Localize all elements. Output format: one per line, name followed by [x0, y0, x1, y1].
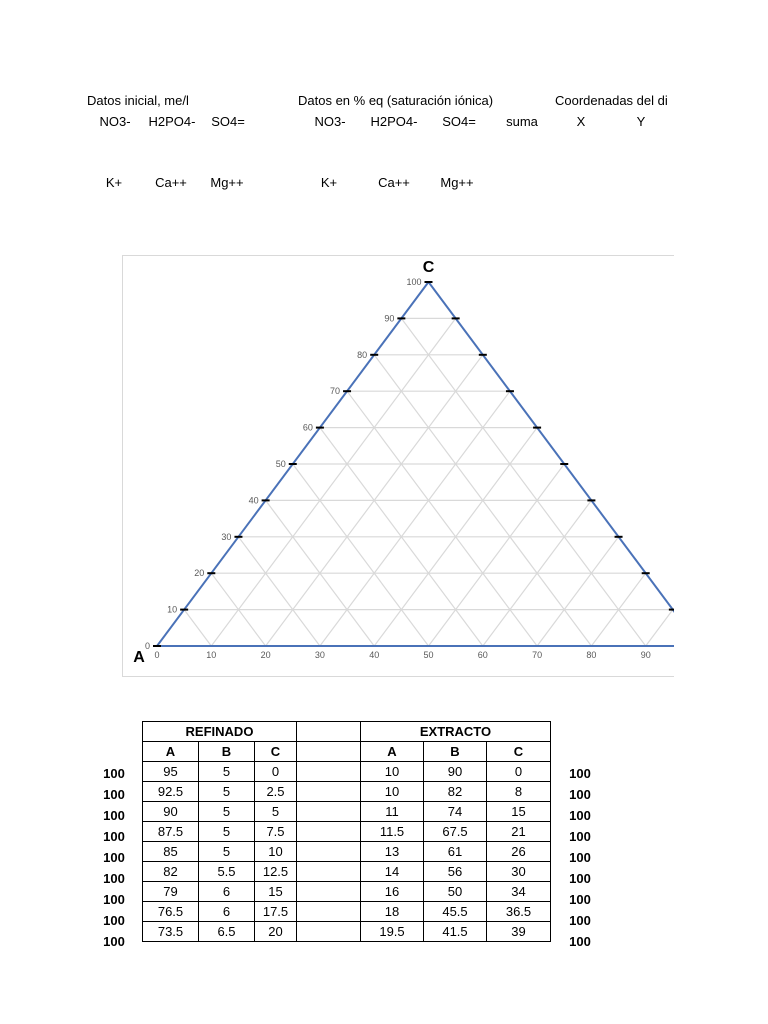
- table-row: [143, 762, 615, 782]
- header-datos-inicial: Datos inicial, me/l: [87, 93, 189, 108]
- refinado-cell: 2.5: [255, 782, 297, 802]
- tick-label-left: 10: [167, 604, 178, 615]
- extracto-cell: 36.5: [487, 902, 551, 922]
- refinado-cell: 5.5: [199, 862, 255, 882]
- anion-so4-2: SO4=: [442, 114, 476, 129]
- sum-left: 100: [103, 766, 125, 781]
- col-header-extracto: C: [487, 742, 551, 762]
- sum-right: 100: [569, 934, 591, 949]
- grid-line-falling: [293, 464, 429, 646]
- tick-label-left: 40: [248, 495, 259, 506]
- extracto-cell: 50: [424, 882, 487, 902]
- refinado-cell: 6: [199, 882, 255, 902]
- grid-line-falling: [238, 537, 319, 646]
- refinado-cell: 82: [143, 862, 199, 882]
- table-row: [143, 782, 615, 802]
- tick-label-bottom: 20: [260, 650, 271, 660]
- cation-ca-1: Ca++: [155, 175, 187, 190]
- extracto-cell: 45.5: [424, 902, 487, 922]
- sum-left: 100: [103, 787, 125, 802]
- sum-right: 100: [569, 892, 591, 907]
- sum-left: 100: [103, 871, 125, 886]
- refinado-cell: 79: [143, 882, 199, 902]
- empty-cell: [297, 922, 361, 942]
- extracto-cell: 11.5: [361, 822, 424, 842]
- extracto-cell: 39: [487, 922, 551, 942]
- anion-no3-1: NO3-: [99, 114, 131, 129]
- sum-right: 100: [569, 850, 591, 865]
- sum-left: 100: [103, 892, 125, 907]
- grid-line-rising: [429, 464, 565, 646]
- tick-label-left: 50: [275, 459, 286, 469]
- refinado-cell: 0: [255, 762, 297, 782]
- x-label: X: [576, 114, 586, 129]
- refinado-cell: 95: [143, 762, 199, 782]
- table-row: [143, 822, 615, 842]
- ternary-svg: [123, 256, 674, 676]
- sum-right: 100: [569, 913, 591, 928]
- sum-left: 100: [103, 850, 125, 865]
- tick-label-bottom: 90: [640, 650, 651, 660]
- col-header-refinado: C: [255, 742, 297, 762]
- header-datos-pct: Datos en % eq (saturación iónica): [298, 93, 494, 108]
- sum-right: 100: [569, 829, 591, 844]
- extracto-cell: 13: [361, 842, 424, 862]
- extracto-cell: 90: [424, 762, 487, 782]
- tick-label-left: 60: [302, 422, 313, 433]
- grid-line-falling: [401, 318, 645, 646]
- empty-cell: [297, 722, 361, 742]
- sum-right: 100: [569, 766, 591, 781]
- refinado-cell: 7.5: [255, 822, 297, 842]
- tick-label-bottom: 10: [206, 650, 217, 660]
- sum-left: 100: [103, 829, 125, 844]
- empty-cell: [297, 782, 361, 802]
- refinado-cell: 87.5: [143, 822, 199, 842]
- table-row: [143, 902, 615, 922]
- refinado-cell: 92.5: [143, 782, 199, 802]
- refinado-cell: 12.5: [255, 862, 297, 882]
- col-header-extracto: B: [424, 742, 487, 762]
- refinado-cell: 5: [199, 822, 255, 842]
- table-row: [143, 802, 615, 822]
- tick-label-bottom: 70: [532, 650, 543, 660]
- grid-line-rising: [646, 610, 673, 646]
- col-header-refinado: A: [143, 742, 199, 762]
- sum-left: 100: [103, 913, 125, 928]
- group-refinado: REFINADO: [143, 722, 297, 742]
- extracto-cell: 11: [361, 802, 424, 822]
- refinado-cell: 5: [199, 842, 255, 862]
- sum-right: 100: [569, 808, 591, 823]
- sum-right: 100: [569, 871, 591, 886]
- extracto-cell: 26: [487, 842, 551, 862]
- refinado-cell: 10: [255, 842, 297, 862]
- grid-line-rising: [320, 391, 510, 646]
- table-row: [143, 922, 615, 942]
- anion-h2po4-1: H2PO4-: [148, 114, 196, 129]
- refinado-cell: 5: [199, 762, 255, 782]
- empty-cell: [297, 762, 361, 782]
- extracto-cell: 82: [424, 782, 487, 802]
- table-row: [143, 882, 615, 902]
- grid-line-rising: [537, 537, 618, 646]
- extracto-cell: 10: [361, 782, 424, 802]
- sum-left: 100: [103, 934, 125, 949]
- anion-no3-2: NO3-: [314, 114, 346, 129]
- tick-label-left: 100: [406, 277, 422, 287]
- y-label: Y: [636, 114, 646, 129]
- extracto-cell: 74: [424, 802, 487, 822]
- cation-ca-2: Ca++: [378, 175, 410, 190]
- tick-label-bottom: 80: [586, 650, 597, 660]
- refinado-cell: 85: [143, 842, 199, 862]
- empty-cell: [297, 882, 361, 902]
- grid-line-falling: [184, 610, 211, 646]
- refinado-cell: 20: [255, 922, 297, 942]
- extracto-cell: 10: [361, 762, 424, 782]
- tick-label-left: 30: [221, 531, 232, 542]
- refinado-cell: 90: [143, 802, 199, 822]
- extracto-cell: 30: [487, 862, 551, 882]
- ternary-chart: [122, 255, 674, 677]
- refinado-cell: 17.5: [255, 902, 297, 922]
- data-table: [142, 721, 615, 942]
- extracto-cell: 34: [487, 882, 551, 902]
- extracto-cell: 8: [487, 782, 551, 802]
- extracto-cell: 14: [361, 862, 424, 882]
- cation-mg-2: Mg++: [440, 175, 474, 190]
- grid-line-rising: [211, 318, 455, 646]
- empty-cell: [297, 902, 361, 922]
- extracto-cell: 67.5: [424, 822, 487, 842]
- col-header-refinado: B: [199, 742, 255, 762]
- table-row: [143, 862, 615, 882]
- cation-k-2: K+: [320, 175, 338, 190]
- refinado-cell: 73.5: [143, 922, 199, 942]
- extracto-cell: 0: [487, 762, 551, 782]
- grid-line-falling: [347, 391, 537, 646]
- sum-right: 100: [569, 787, 591, 802]
- sum-left: 100: [103, 808, 125, 823]
- vertex-label-a: A: [133, 649, 145, 666]
- anion-h2po4-2: H2PO4-: [370, 114, 418, 129]
- anion-so4-1: SO4=: [211, 114, 245, 129]
- extracto-cell: 15: [487, 802, 551, 822]
- empty-cell: [297, 802, 361, 822]
- tick-label-bottom: 60: [477, 650, 488, 660]
- refinado-cell: 6: [199, 902, 255, 922]
- tick-label-left: 0: [144, 641, 150, 651]
- tick-label-bottom: 50: [423, 650, 434, 660]
- table-group-header: [143, 722, 615, 742]
- suma-label: suma: [506, 114, 538, 129]
- extracto-cell: 56: [424, 862, 487, 882]
- group-extracto: EXTRACTO: [361, 722, 551, 742]
- tick-label-left: 20: [194, 568, 205, 579]
- refinado-cell: 76.5: [143, 902, 199, 922]
- table-column-header: [143, 742, 615, 762]
- empty-cell: [297, 822, 361, 842]
- extracto-cell: 18: [361, 902, 424, 922]
- tick-label-bottom: 40: [369, 650, 380, 660]
- tick-label-left: 70: [330, 386, 341, 397]
- tick-label-left: 80: [357, 349, 368, 360]
- extracto-cell: 21: [487, 822, 551, 842]
- extracto-cell: 19.5: [361, 922, 424, 942]
- refinado-cell: 5: [199, 802, 255, 822]
- cation-mg-1: Mg++: [210, 175, 244, 190]
- header-coordenadas: Coordenadas del di: [555, 93, 668, 108]
- empty-cell: [297, 742, 361, 762]
- tick-label-left: 90: [384, 313, 395, 324]
- extracto-cell: 16: [361, 882, 424, 902]
- empty-cell: [297, 842, 361, 862]
- refinado-cell: 5: [199, 782, 255, 802]
- vertex-label-c: C: [422, 259, 435, 276]
- empty-cell: [297, 862, 361, 882]
- col-header-extracto: A: [361, 742, 424, 762]
- refinado-cell: 6.5: [199, 922, 255, 942]
- table-row: [143, 842, 615, 862]
- extracto-cell: 41.5: [424, 922, 487, 942]
- tick-label-bottom: 0: [154, 650, 160, 660]
- refinado-cell: 5: [255, 802, 297, 822]
- extracto-cell: 61: [424, 842, 487, 862]
- cation-k-1: K+: [105, 175, 123, 190]
- refinado-cell: 15: [255, 882, 297, 902]
- tick-label-bottom: 30: [314, 650, 325, 660]
